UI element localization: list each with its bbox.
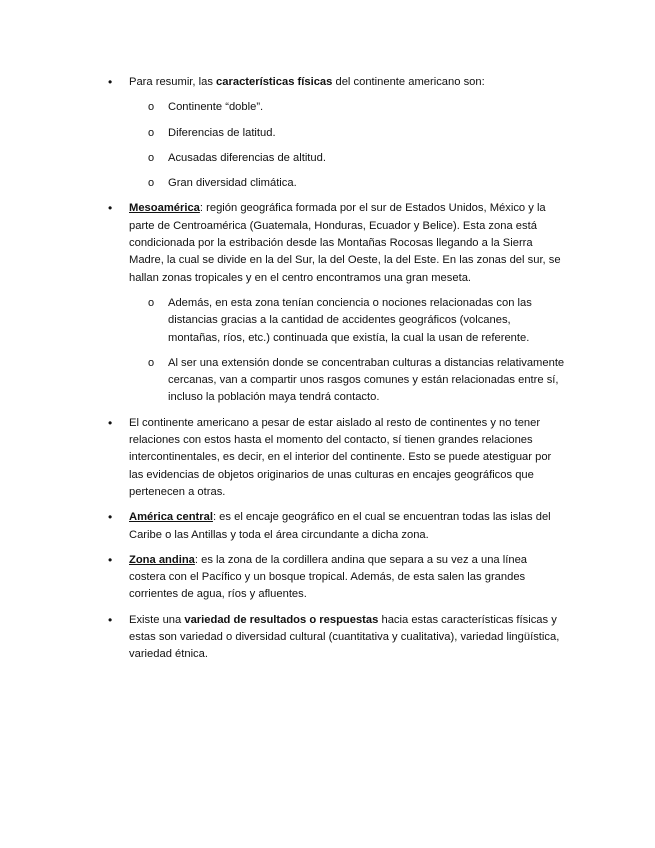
document-body [0,74,655,672]
sub-item [0,355,565,407]
variety-text-bold: variedad de resultados o respuestas [184,613,379,626]
sub-item-text: Acusadas diferencias de altitud. [168,151,326,164]
central-text: : es el encaje geográfico en el cual se encuentran todas las islas del Caribe o las Antillas y toda el área circundante a dicha zona. [129,511,551,541]
bullet-icon: • [108,510,113,525]
andina-term: Zona andina [129,553,195,566]
sub-item-text: Al ser una extensión donde se concentraban culturas a distancias relativamente cercanas, van a compartir unos rasgos comunes y están relacionadas entre sí, incluso la población maya tendrá contacto. [168,356,565,404]
continent-text: El continente americano a pesar de estar aislado al resto de continentes y no tener relaciones con estos hasta el momento del contacto, sí tienen grandes relaciones intercontinentales, es decir, en el interior del continente. Esto se puede atestiguar por las evidencias de objetos originarios de unas culturas en encajes geográficos que pertenecen a otras. [129,416,552,498]
summary-text-post: del continente americano son: [332,76,485,88]
sub-item-text: Diferencias de latitud. [168,126,276,139]
sub-item [0,125,565,142]
central-term: América central [129,511,213,524]
mesoamerica-term: Mesoamérica [129,202,200,215]
bullet-item-summary [0,74,565,91]
mesoamerica-text: : región geográfica formada por el sur de Estados Unidos, México y la parte de Centroamérica (Guatemala, Honduras, Ecuador y Belice). Esta zona está condicionada por la estribación desde las Montañas Rocosas llegando a la Sierra Madre, la cual se divide en la del Sur, la del Oeste, la del Este. En las zonas del sur, se hallan zonas tropicales y en el centro encontramos una gran meseta. [129,202,561,284]
sub-item [0,175,565,192]
bullet-icon: • [108,75,113,89]
summary-text-pre: Para resumir, las [129,76,217,88]
mesoamerica-sublist [0,295,655,407]
sub-item [0,150,565,167]
bullet-icon: • [108,552,113,567]
bullet-item-central [0,509,565,544]
sub-item-text: Además, en esta zona tenían conciencia o nociones relacionadas con las distancias gracias a la cantidad de accidentes geográficos (volcanes, montañas, ríos, etc.) continuada que existía, la cual la usan de referente. [168,296,532,344]
sub-item [0,99,565,116]
summary-text-bold: características físicas [216,76,333,88]
bullet-item-mesoamerica [0,200,565,286]
sub-bullet-icon: o [148,101,155,114]
sub-bullet-icon: o [148,356,155,369]
sub-bullet-icon: o [148,177,155,190]
bullet-item-continent [0,415,565,501]
sub-bullet-icon: o [148,151,155,164]
andina-text: : es la zona de la cordillera andina que separa a su vez a una línea costera con el Pacífico y un bosque tropical. Además, de esta salen las grandes corrientes de agua, ríos y afluentes. [129,553,528,601]
bullet-item-variety [0,612,565,664]
variety-text-post: hacia estas características físicas y estas son variedad o diversidad cultural (cuantitativa y cualitativa), variedad lingüística, variedad étnica. [129,613,560,661]
summary-sublist [0,99,655,192]
variety-text-pre: Existe una [129,613,185,626]
sub-item-text: Gran diversidad climática. [168,177,297,190]
bullet-icon: • [108,201,113,216]
bullet-item-andina [0,552,565,604]
sub-item-text: Continente “doble”. [168,101,264,114]
bullet-icon: • [108,415,113,430]
sub-bullet-icon: o [148,126,155,139]
sub-item [0,295,565,347]
sub-bullet-icon: o [148,296,155,309]
bullet-icon: • [108,612,113,627]
